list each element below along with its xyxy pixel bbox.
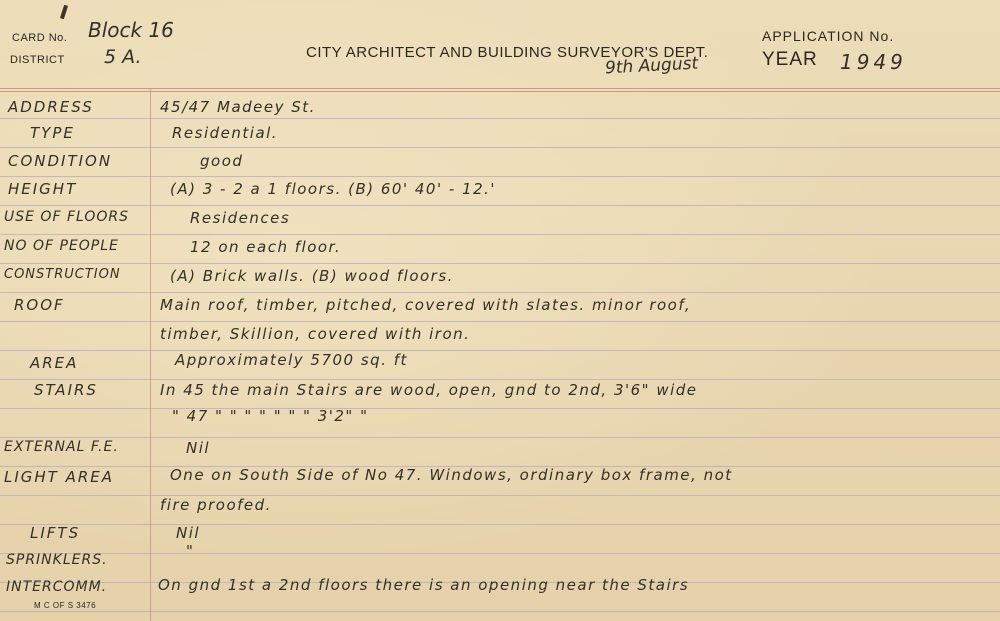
lifts-value: Nil: [176, 524, 201, 542]
year-label: YEAR: [762, 49, 818, 70]
height-value: (A) 3 - 2 a 1 floors. (B) 60' 40' - 12.': [170, 180, 497, 198]
external-fe-label: EXTERNAL F.E.: [4, 439, 119, 455]
no-of-people-value: 12 on each floor.: [190, 238, 342, 256]
date-value: 9th August: [604, 53, 699, 79]
roof-label: ROOF: [14, 296, 65, 314]
light-area-value: One on South Side of No 47. Windows, ordinary box frame, not: [170, 466, 733, 484]
address-label: ADDRESS: [8, 98, 94, 116]
roof-value-cont: timber, Skillion, covered with iron.: [160, 325, 471, 343]
sprinklers-label: SPRINKLERS.: [6, 552, 108, 568]
district-label: DISTRICT: [10, 54, 65, 66]
height-label: HEIGHT: [8, 180, 78, 198]
district-value: 5 A.: [104, 46, 142, 68]
card-no-label: CARD No.: [12, 32, 68, 44]
use-of-floors-value: Residences: [190, 209, 291, 227]
margin-line: [150, 88, 151, 621]
type-label: TYPE: [30, 124, 75, 142]
type-value: Residential.: [172, 124, 279, 142]
no-of-people-label: NO OF PEOPLE: [4, 238, 119, 254]
external-fe-value: Nil: [186, 439, 211, 457]
light-area-label: LIGHT AREA: [4, 468, 115, 486]
stairs-label: STAIRS: [34, 381, 98, 399]
intercomm-label: INTERCOMM.: [6, 579, 108, 595]
application-label: APPLICATION No.: [762, 28, 895, 44]
construction-label: CONSTRUCTION: [4, 267, 121, 282]
light-area-value-cont: fire proofed.: [160, 496, 272, 514]
staple-mark: [60, 5, 68, 20]
stairs-value: In 45 the main Stairs are wood, open, gnd to 2nd, 3'6" wide: [160, 381, 698, 399]
address-value: 45/47 Madeey St.: [160, 98, 316, 116]
area-value: Approximately 5700 sq. ft: [175, 351, 408, 369]
roof-value: Main roof, timber, pitched, covered with slates. minor roof,: [160, 296, 692, 314]
dept-title: CITY ARCHITECT AND BUILDING SURVEYOR'S DEPT.: [306, 44, 709, 61]
intercomm-value: On gnd 1st a 2nd floors there is an opening near the Stairs: [158, 576, 690, 594]
card-no-value: Block 16: [88, 18, 174, 42]
condition-label: CONDITION: [8, 152, 113, 170]
form-code: M C OF S 3476: [34, 601, 97, 610]
use-of-floors-label: USE OF FLOORS: [4, 209, 130, 225]
lifts-label: LIFTS: [30, 524, 81, 542]
construction-value: (A) Brick walls. (B) wood floors.: [170, 267, 454, 285]
stairs-value-cont: " 47 " " " " " " " 3'2" ": [172, 407, 369, 425]
sprinklers-value: ": [186, 542, 195, 560]
condition-value: good: [200, 152, 244, 170]
year-value: 1949: [840, 50, 907, 74]
area-label: AREA: [30, 354, 79, 372]
